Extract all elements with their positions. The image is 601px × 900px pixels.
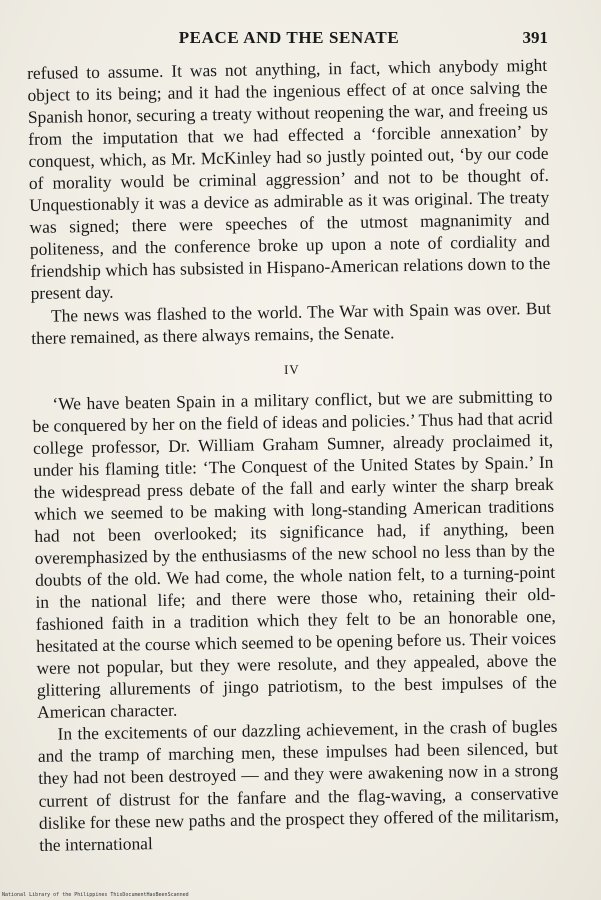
page-header <box>30 28 548 50</box>
section-numeral: IV <box>283 361 300 377</box>
paragraph-news-flashed: The news was flashed to the world. The War with Spain was over. But there remained, as there always remains, the Senate. <box>31 297 552 348</box>
paragraph-sumner-quote: ‘We have beaten Spain in a military conflict, but we are submitting to be conquered by her on the field of ideas and policies.’ Thus had that acrid college professor, Dr. William Graham Sumner, already proclaimed it, under his flaming title: ‘The Conquest of the United States by Spain.’ In the widespread press debate of the fall and early winter the sharp break which we seemed to be making with long-standing American traditions had not been overlooked; its significance had, if anything, been overemphasized by the enthusiasms of the new school no less than by the doubts of the old. We had come, the whole nation felt, to a turning-point in the national life; and there were those who, retaining their old-fashioned faith in a tradition which they felt to be an honorable one, hesitated at the course which seemed to be opening before us. Their voices were not popular, but they were resolute, and they appealed, above the glittering allurements of jingo patriotism, to the best impulses of the American character. <box>32 385 557 723</box>
page-number: 391 <box>522 28 548 47</box>
library-stamp: National Library of the Philippines ThisDocumentHasBeenScanned <box>2 892 189 898</box>
paragraph-excitements: In the excitements of our dazzling achievement, in the crash of bugles and the tramp of marching men, these impulses had been silenced, but they had not been destroyed — and they were awakening now in a strong current of distrust for the fanfare and the flag-waving, a conservative dislike for these new paths and the prospect they offered of the militarism, the international <box>37 716 560 855</box>
paragraph-continuation: refused to assume. It was not anything, in fact, which anybody might object to its being; and it had the ingenious effect of at once salving the Spanish honor, securing a treaty without reopening the war, and freeing us from the imputation that we had effected a ‘forcible annexation’ by conquest, which, as Mr. McKinley had so justly pointed out, ‘by our code of morality would be criminal aggression’ and not to be thought of. Unquestionably it was a device as admirable as it was original. The treaty was signed; there were speeches of the utmost magnanimity and politeness, and the conference broke up upon a note of cordiality and friendship which has subsisted in Hispano-American relations down to the present day. <box>27 54 551 304</box>
running-head: PEACE AND THE SENATE <box>178 28 400 47</box>
body-text <box>27 54 559 856</box>
